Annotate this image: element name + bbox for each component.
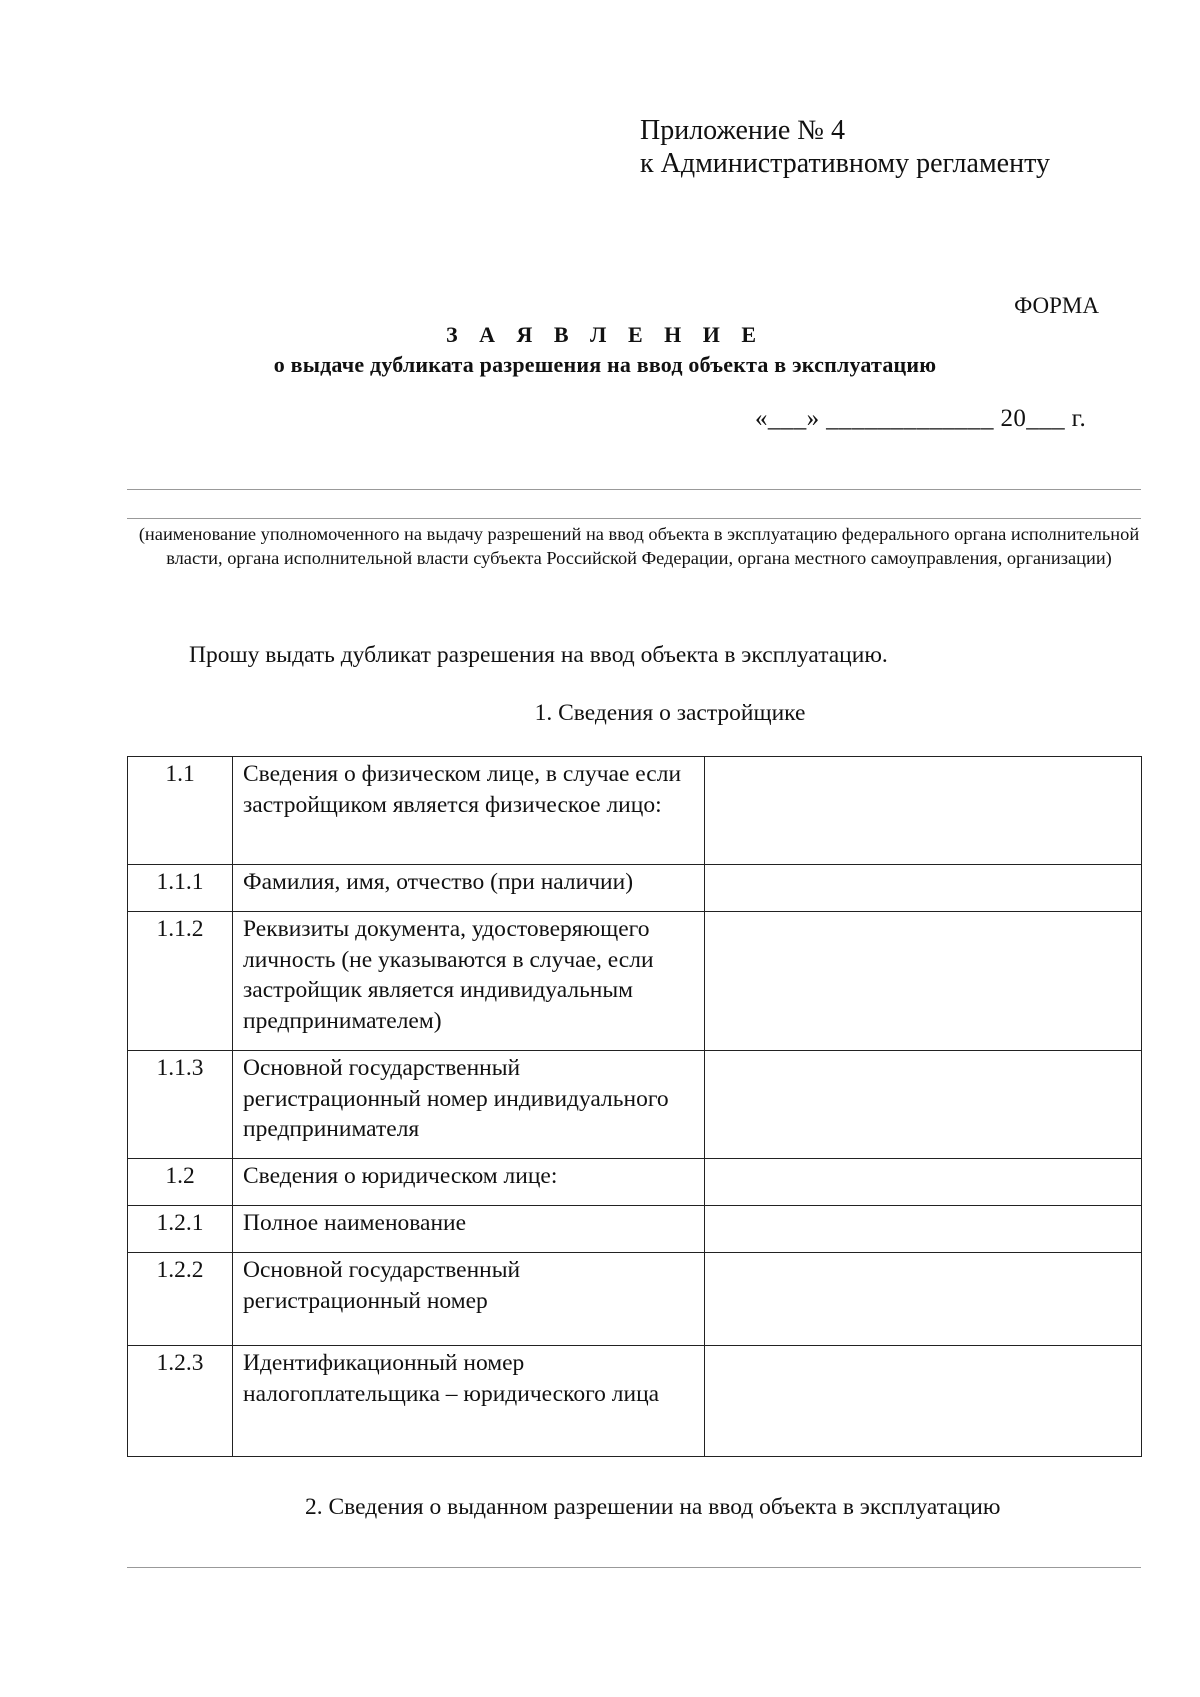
row-number: 1.2	[128, 1159, 233, 1206]
row-number: 1.1.3	[128, 1051, 233, 1159]
table-row	[128, 1206, 1142, 1253]
row-value-field[interactable]	[705, 912, 1142, 1051]
row-label: Основной государственный регистрационный номер индивидуального предпринимателя	[233, 1051, 705, 1159]
appendix-number: Приложение № 4	[640, 115, 845, 146]
document-subtitle: о выдаче дубликата разрешения на ввод объекта в эксплуатацию	[273, 352, 937, 377]
authority-caption: (наименование уполномоченного на выдачу разрешений на ввод объекта в эксплуатацию федерального органа исполнительной власти, органа исполнительной власти субъекта Российской Федерации, органа местного самоуправления, организации)	[138, 524, 1140, 568]
appendix-header	[640, 114, 1050, 180]
row-value-field[interactable]	[705, 865, 1142, 912]
row-number: 1.1.2	[128, 912, 233, 1051]
row-value-field[interactable]	[705, 1346, 1142, 1457]
row-label: Сведения о физическом лице, в случае если застройщиком является физическое лицо:	[233, 757, 705, 865]
row-number: 1.1.1	[128, 865, 233, 912]
request-text: Прошу выдать дубликат разрешения на ввод объекта в эксплуатацию.	[189, 642, 888, 668]
section-2-title: 2. Сведения о выданном разрешении на ввод объекта в эксплуатацию	[305, 1494, 1001, 1520]
row-label: Полное наименование	[233, 1206, 705, 1253]
row-label: Идентификационный номер налогоплательщика – юридического лица	[233, 1346, 705, 1457]
row-label: Реквизиты документа, удостоверяющего личность (не указываются в случае, если застройщик является индивидуальным предпринимателем)	[233, 912, 705, 1051]
section-1-title: 1. Сведения о застройщике	[534, 700, 806, 726]
row-label: Фамилия, имя, отчество (при наличии)	[233, 865, 705, 912]
authority-name-line-1[interactable]	[127, 489, 1141, 490]
row-label: Сведения о юридическом лице:	[233, 1159, 705, 1206]
table-row	[128, 865, 1142, 912]
developer-info-table	[127, 756, 1142, 1457]
authority-name-line-2[interactable]	[127, 518, 1141, 519]
row-number: 1.1	[128, 757, 233, 865]
document-title: З А Я В Л Е Н И Е	[445, 322, 765, 347]
row-label: Основной государственный регистрационный номер	[233, 1253, 705, 1346]
row-number: 1.2.2	[128, 1253, 233, 1346]
table-row	[128, 1253, 1142, 1346]
table-row	[128, 912, 1142, 1051]
table-row	[128, 1159, 1142, 1206]
permit-info-line[interactable]	[127, 1567, 1141, 1568]
row-number: 1.2.3	[128, 1346, 233, 1457]
table-row	[128, 757, 1142, 865]
table-row	[128, 1346, 1142, 1457]
row-value-field[interactable]	[705, 1051, 1142, 1159]
appendix-reference: к Административному регламенту	[640, 148, 1050, 179]
row-number: 1.2.1	[128, 1206, 233, 1253]
row-value-field[interactable]	[705, 1253, 1142, 1346]
date-line[interactable]: «___» _____________ 20___ г.	[755, 405, 1087, 432]
table-row	[128, 1051, 1142, 1159]
row-value-field[interactable]	[705, 757, 1142, 865]
row-value-field[interactable]	[705, 1206, 1142, 1253]
row-value-field[interactable]	[705, 1159, 1142, 1206]
form-label: ФОРМА	[1014, 293, 1099, 318]
